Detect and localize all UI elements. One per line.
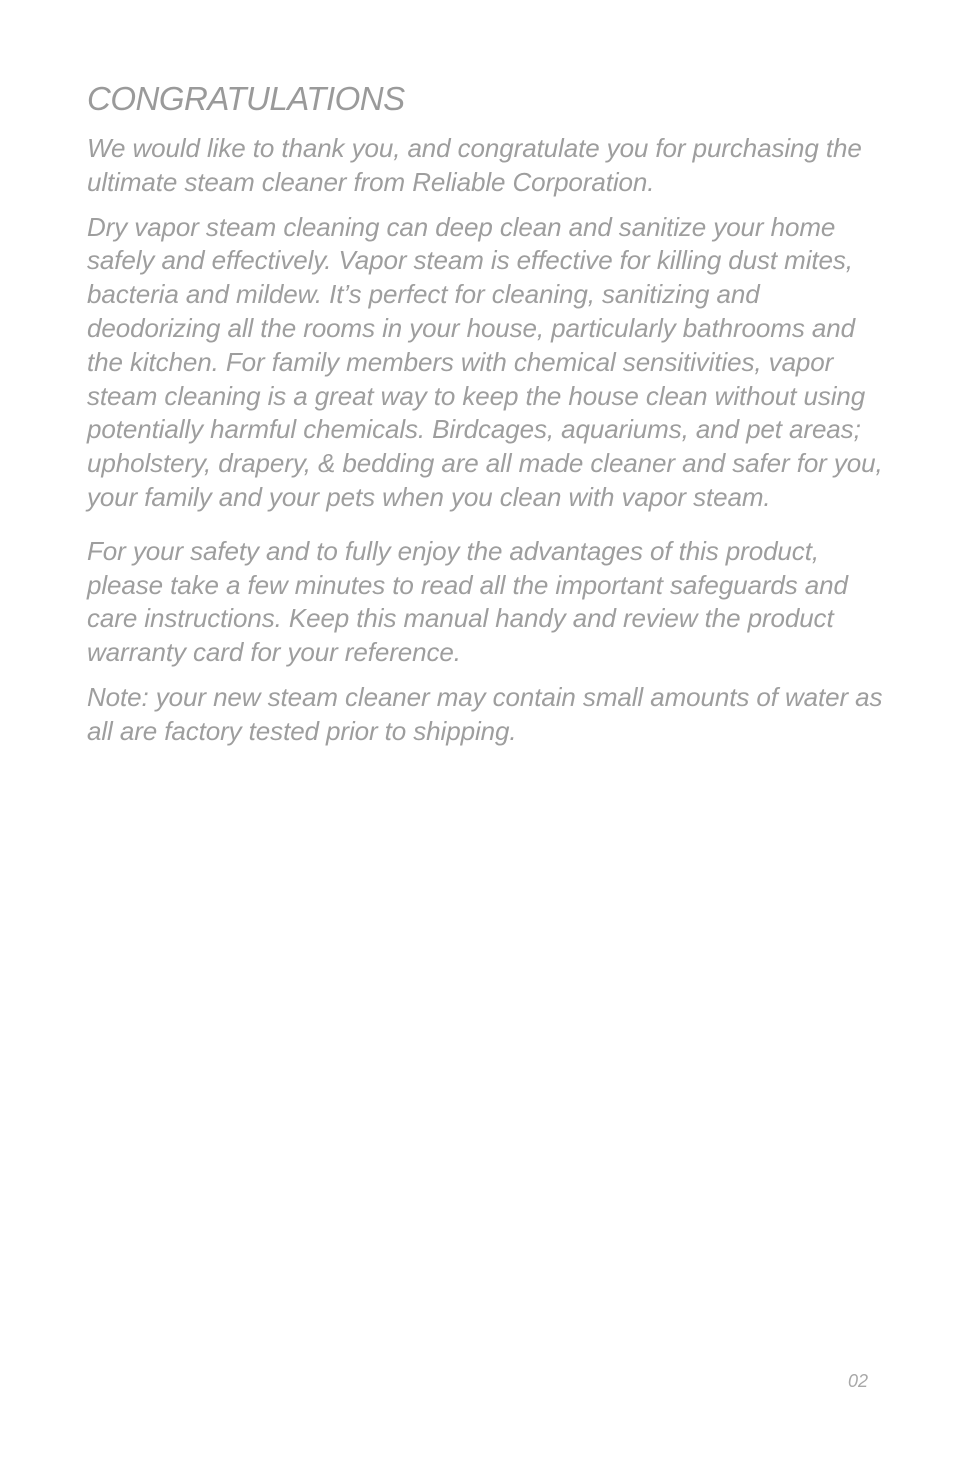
steam-benefits-paragraph: Dry vapor steam cleaning can deep clean and sanitize your home safely and effectively. Vapor steam is effective for killing dust mites, bacteria and mildew. It’s perfect for cleaning, sanitizing and deodorizing all the rooms in your house, particularly bathrooms and the kitchen. For family members with chemical sensitivities, vapor steam cleaning is a great way to keep the house clean without using potentially harmful chemicals. Birdcages, aquariums, and pet areas; upholstery, drapery, & bedding are all made cleaner and safer for you, your family and your pets when you clean with vapor steam. <box>87 211 883 512</box>
page-title: CONGRATULATIONS <box>87 80 405 117</box>
document-body <box>87 78 887 749</box>
note-paragraph: Note: your new steam cleaner may contain small amounts of water as all are factory tested prior to shipping. <box>87 681 883 746</box>
safety-paragraph: For your safety and to fully enjoy the advantages of this product, please take a few minutes to read all the important safeguards and care instructions. Keep this manual handy and review the product warranty card for your reference. <box>87 535 848 668</box>
intro-paragraph: We would like to thank you, and congratulate you for purchasing the ultimate steam cleaner from Reliable Corporation. <box>87 133 862 197</box>
page-number: 02 <box>847 1371 868 1391</box>
